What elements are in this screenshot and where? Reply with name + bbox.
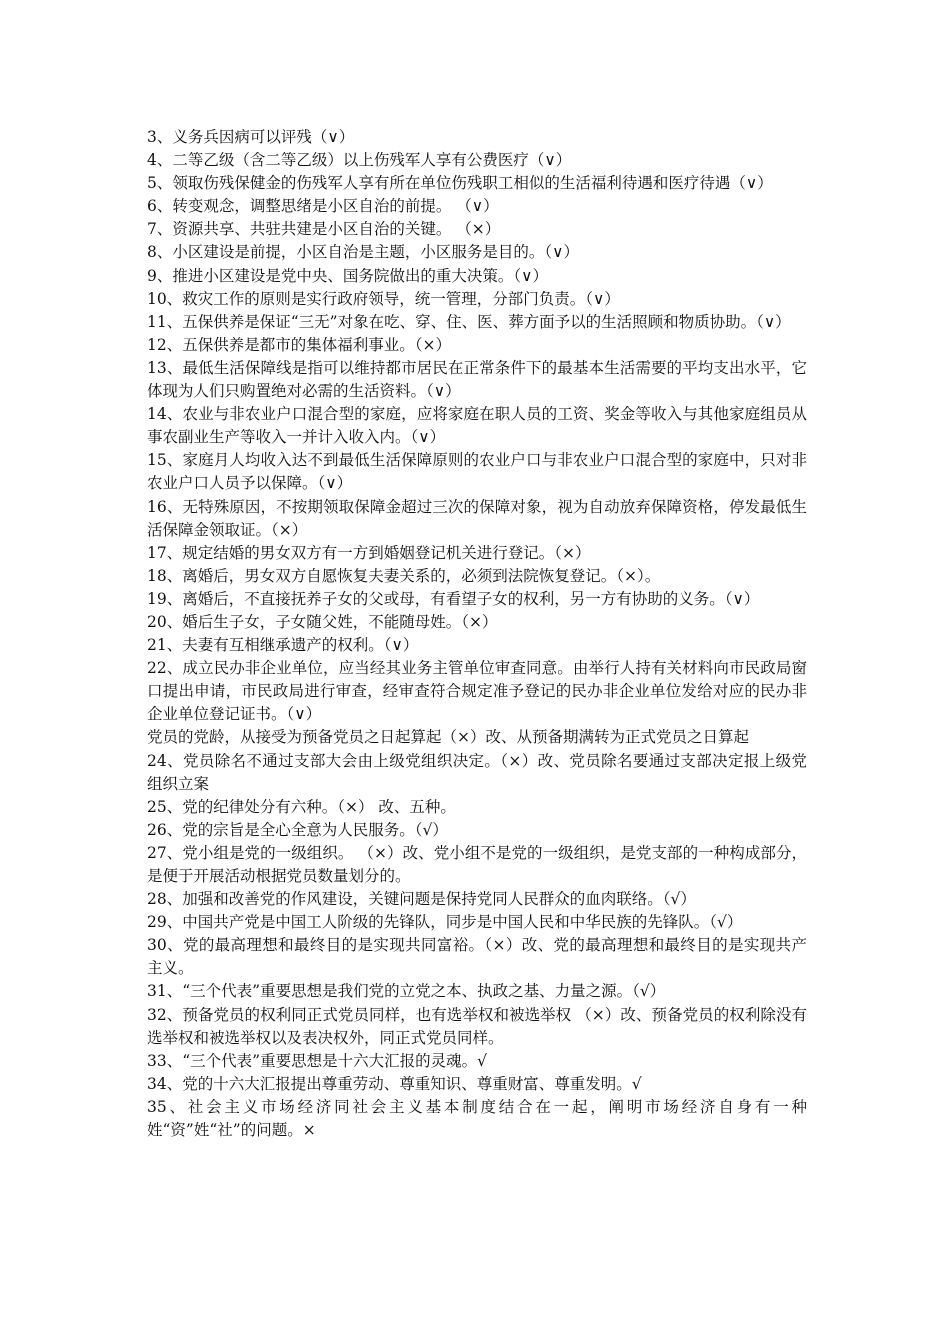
question-item: 6、转变观念，调整思绪是小区自治的前提。 （∨） [147,197,499,216]
question-item: 30、党的最高理想和最终目的是实现共同富裕。（×）改、党的最高理想和最终目的是实现共产主义。 [147,936,807,978]
question-item: 34、党的十六大汇报提出尊重劳动、尊重知识、尊重财富、尊重发明。√ [147,1074,642,1093]
question-item: 21、夫妻有互相继承遗产的权利。（∨） [147,636,419,655]
question-item: 8、小区建设是前提，小区自治是主题，小区服务是目的。（∨） [147,243,579,262]
question-item: 19、离婚后，不直接抚养子女的父或母，有看望子女的权利，另一方有协助的义务。（∨） [147,589,760,608]
question-item: 9、推进小区建设是党中央、国务院做出的重大决策。（∨） [147,266,548,285]
question-item: 10、救灾工作的原则是实行政府领导，统一管理，分部门负责。（∨） [147,289,620,308]
question-item: 16、无特殊原因，不按期领取保障金超过三次的保障对象，视为自动放弃保障资格，停发最低生活保障金领取证。（×） [147,497,807,539]
question-item: 22、成立民办非企业单位，应当经其业务主管单位审查同意。由举行人持有关材料向市民政局窗口提出申请，市民政局进行审查，经审查符合规定准予登记的民办非企业单位发给对应的民办非企业单位登记证书。（∨） [147,659,807,724]
question-item: 5、领取伤残保健金的伤残军人享有所在单位伤残职工相似的生活福利待遇和医疗待遇（∨） [147,174,773,193]
question-item: 13、最低生活保障线是指可以维持都市居民在正常条件下的最基本生活需要的平均支出水平，它体现为人们只购置绝对必需的生活资料。（∨） [147,358,807,401]
question-item: 12、五保供养是都市的集体福利事业。（×） [147,335,451,354]
question-item: 27、党小组是党的一级组织。 （×）改、党小组不是党的一级组织，是党支部的一种构成部分，是便于开展活动根据党员数量划分的。 [147,843,807,885]
question-item: 党员的党龄，从接受为预备党员之日起算起（×）改、从预备期满转为正式党员之日算起 [147,728,749,747]
question-item: 3、义务兵因病可以评残（∨） [147,128,355,146]
question-item: 4、二等乙级（含二等乙级）以上伤残军人享有公费医疗（∨） [147,151,572,170]
question-item: 33、“三个代表”重要思想是十六大汇报的灵魂。√ [147,1051,487,1070]
question-item: 18、离婚后，男女双方自愿恢复夫妻关系的，必须到法院恢复登记。（×）。 [147,566,661,585]
question-item: 25、党的纪律处分有六种。（×） 改、五种。 [147,797,456,816]
question-item: 28、加强和改善党的作风建设，关键问题是保持党同人民群众的血肉联络。（√） [147,890,696,909]
question-item: 15、家庭月人均收入达不到最低生活保障原则的农业户口与非农业户口混合型的家庭中，只对非农业户口人员予以保障。（∨） [147,451,807,493]
question-item: 7、资源共享、共驻共建是小区自治的关键。 （×） [147,220,501,239]
question-item: 31、“三个代表”重要思想是我们党的立党之本、执政之基、力量之源。（√） [147,982,666,1001]
question-item: 11、五保供养是保证“三无”对象在吃、穿、住、医、葬方面予以的生活照顾和物质协助。（∨） [147,312,791,331]
question-item: 26、党的宗旨是全心全意为人民服务。（√） [147,820,448,839]
question-item: 29、中国共产党是中国工人阶级的先锋队，同步是中国人民和中华民族的先锋队。（√） [147,913,743,932]
question-item: 35、社会主义市场经济同社会主义基本制度结合在一起，阐明市场经济自身有一种姓“资”姓“社”的问题。× [147,1097,807,1140]
question-item: 17、规定结婚的男女双方有一方到婚姻登记机关进行登记。（×） [147,543,591,562]
question-item: 20、婚后生子女，子女随父姓，不能随母姓。（×） [147,612,498,631]
document-body [147,126,807,1142]
question-item: 32、预备党员的权利同正式党员同样，也有选举权和被选举权 （×）改、预备党员的权利除没有选举权和被选举权以及表决权外，同正式党员同样。 [147,1005,807,1047]
question-item: 24、党员除名不通过支部大会由上级党组织决定。（×）改、党员除名要通过支部决定报上级党组织立案 [147,751,807,793]
question-item: 14、农业与非农业户口混合型的家庭，应将家庭在职人员的工资、奖金等收入与其他家庭组员从事农副业生产等收入一并计入收入内。（∨） [147,405,807,447]
